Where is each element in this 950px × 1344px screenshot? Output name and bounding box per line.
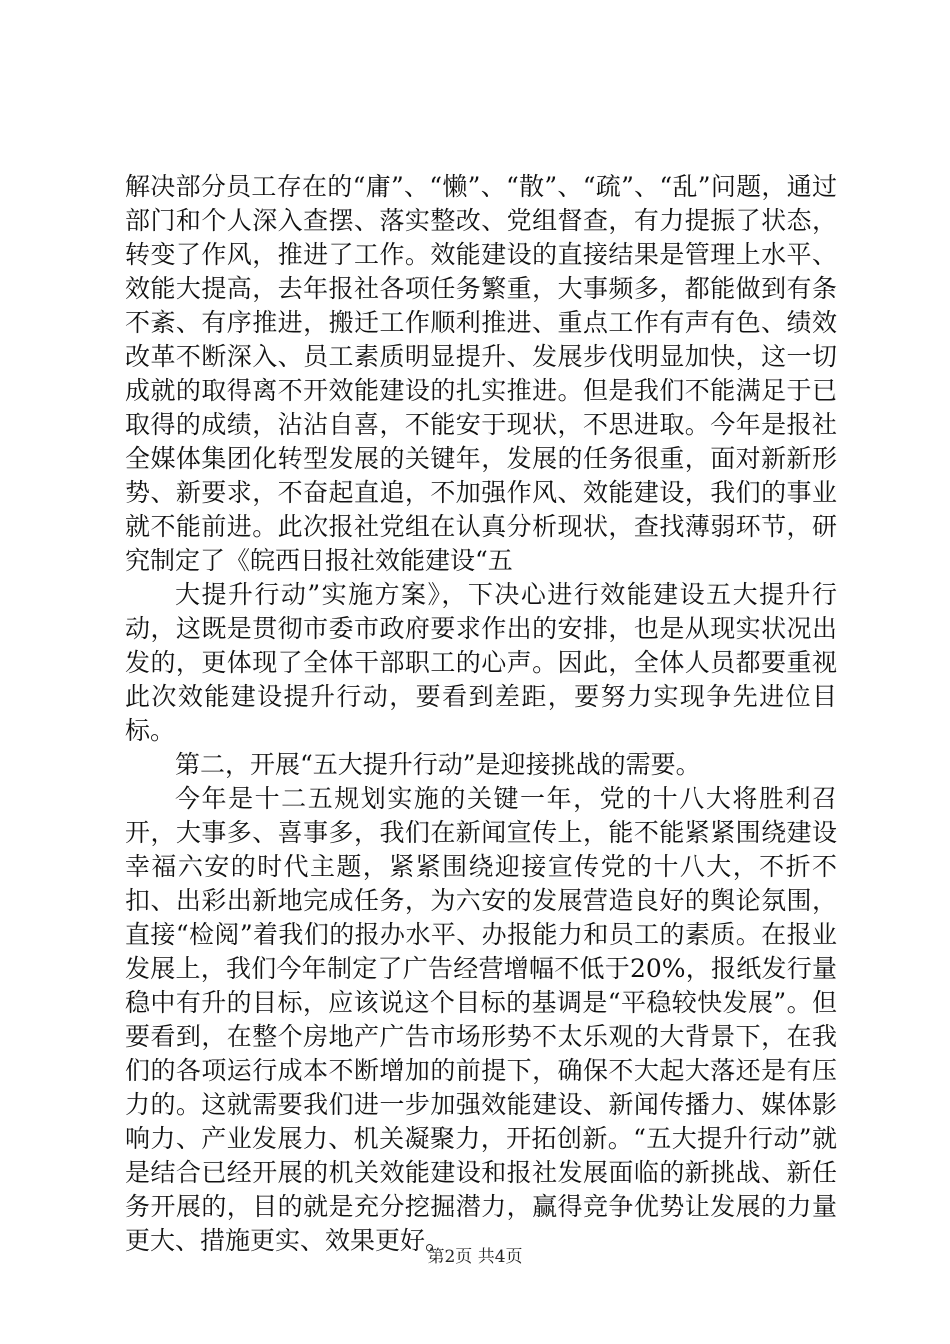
paragraph-1: 解决部分员工存在的“庸”、“懒”、“散”、“疏”、“乱”问题，通过部门和个人深入查摆、落实整改、党组督查，有力提振了状态，转变了作风，推进了工作。效能建设的直接结果是管理上水平、效能大提高，去年报社各项任务繁重，大事频多，都能做到有条不紊、有序推进，搬迁工作顺利推进、重点工作有声有色、绩效改革不断深入、员工素质明显提升、发展步伐明显加快，这一切成就的取得离不开效能建设的扎实推进。但是我们不能满足于已取得的成绩，沾沾自喜，不能安于现状，不思进取。今年是报社全媒体集团化转型发展的关键年，发展的任务很重，面对新新形势、新要求，不奋起直追，不加强作风、效能建设，我们的事业就不能前进。此次报社党组在认真分析现状，查找薄弱环节，研究制定了《皖西日报社效能建设“五 [125, 172, 837, 575]
page-footer: 第2页 共4页 [427, 1247, 523, 1267]
paragraph-2: 大提升行动”实施方案》，下决心进行效能建设五大提升行动，这既是贯彻市委市政府要求作出的安排，也是从现实状况出发的，更体现了全体干部职工的心声。因此，全体人员都要重视此次效能建设提升行动，要看到差距，要努力实现争先进位目标。 [125, 580, 837, 745]
document-body [125, 170, 837, 1258]
paragraph-4: 今年是十二五规划实施的关键一年，党的十八大将胜利召开，大事多、喜事多，我们在新闻宣传上，能不能紧紧围绕建设幸福六安的时代主题，紧紧围绕迎接宣传党的十八大，不折不扣、出彩出新地完成任务，为六安的发展营造良好的舆论氛围，直接“检阅”着我们的报办水平、办报能力和员工的素质。在报业发展上，我们今年制定了广告经营增幅不低于20%，报纸发行量稳中有升的目标，应该说这个目标的基调是“平稳较快发展”。但要看到，在整个房地产广告市场形势不太乐观的大背景下，在我们的各项运行成本不断增加的前提下，确保不大起大落还是有压力的。这就需要我们进一步加强效能建设、新闻传播力、媒体影响力、产业发展力、机关凝聚力，开拓创新。“五大提升行动”就是结合已经开展的机关效能建设和报社发展面临的新挑战、新任务开展的，目的就是充分挖掘潜力，赢得竞争优势让发展的力量更大、措施更实、效果更好。 [125, 784, 837, 1255]
paragraph-3-heading: 第二，开展“五大提升行动”是迎接挑战的需要。 [175, 750, 701, 779]
